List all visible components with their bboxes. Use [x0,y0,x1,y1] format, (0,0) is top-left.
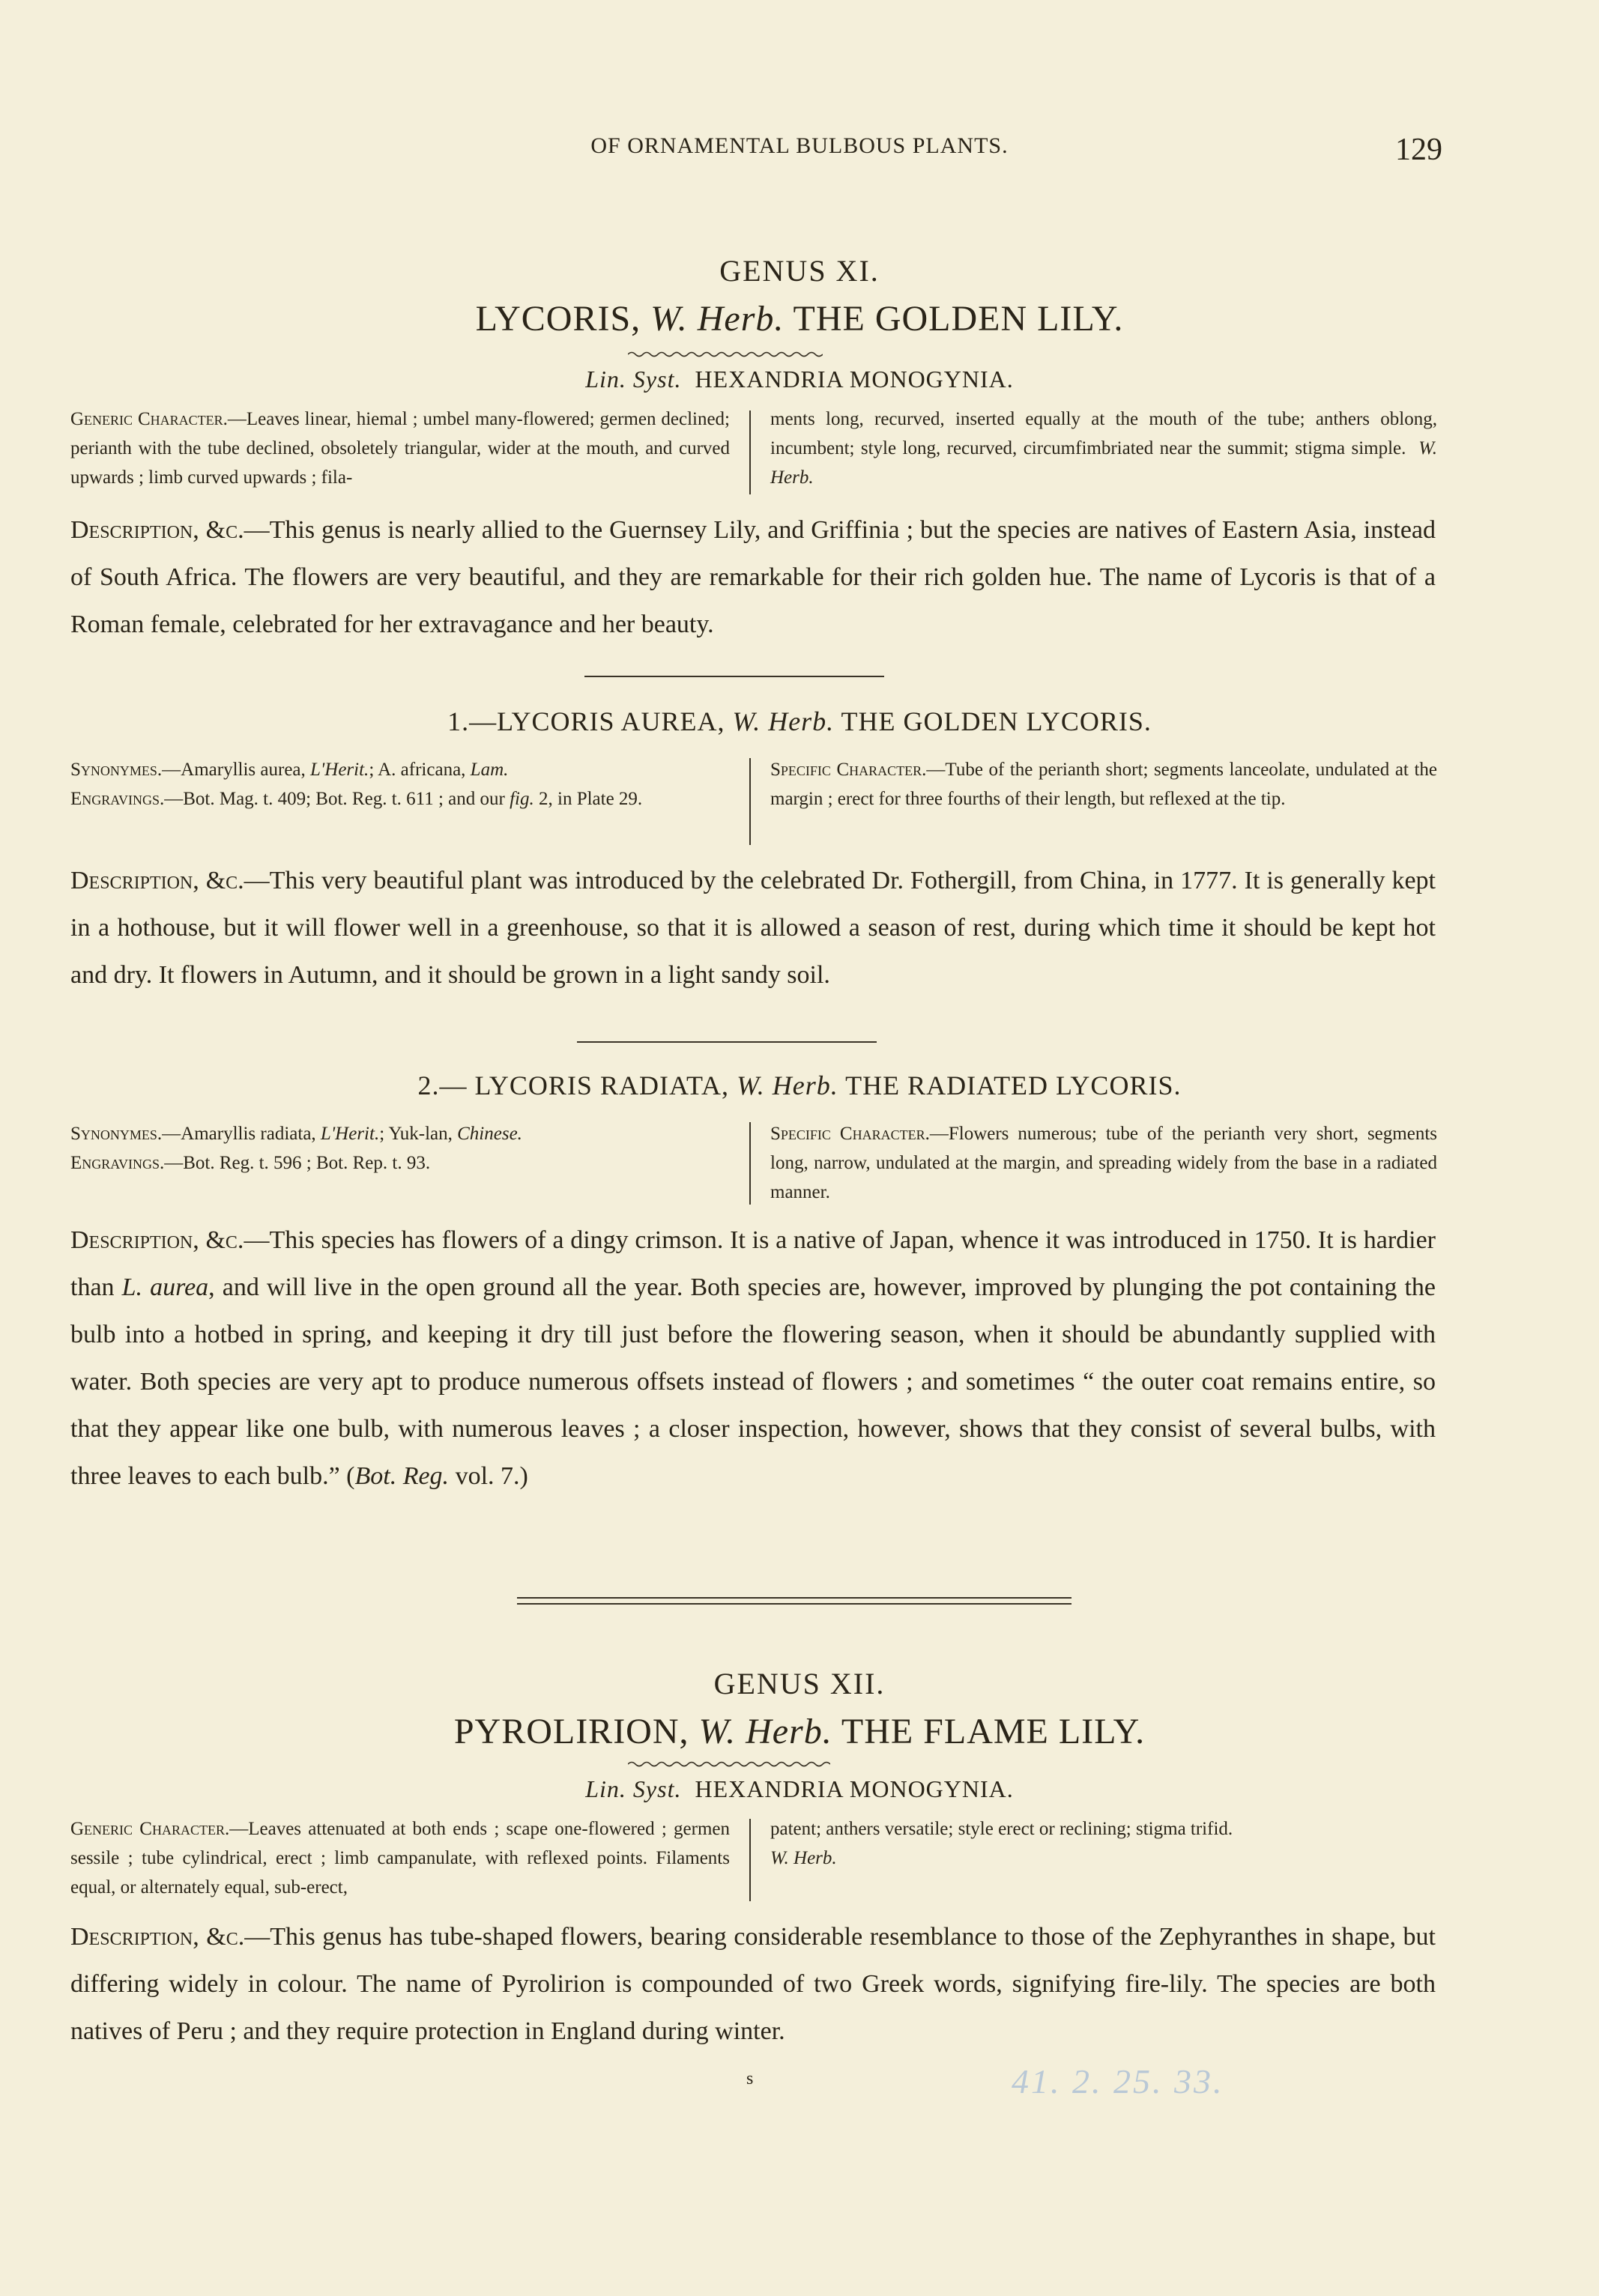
text: —Bot. Mag. t. 409; Bot. Reg. t. 611 ; and our [164,789,510,809]
species-2-synonymes [70,1119,730,1178]
text: —Leaves linear, hiemal ; umbel many-flowered; germen declined; perianth with the tube declined, obsoletely triangular, wider at the mouth, and curved upwards ; limb curved upwards ; fila- [70,409,731,488]
label: Description, &c. [70,516,244,544]
text: vol. 7.) [449,1462,528,1490]
authority: W. Herb. [770,1848,837,1868]
common-name: THE RADIATED LYCORIS. [838,1070,1182,1100]
genus-xi-description [70,506,1436,648]
fig: fig. [510,789,534,809]
syst-label: Lin. Syst. [585,1775,682,1802]
wavy-rule-ornament [628,1760,830,1768]
label: Generic Character. [70,409,228,429]
page-number: 129 [1395,133,1442,167]
label: Synonymes. [70,760,163,780]
generic-character-left [70,405,730,492]
authority: W. Herb. [737,1070,838,1100]
text: —Amaryllis radiata, [162,1124,321,1144]
text: ; Yuk-lan, [379,1124,458,1144]
label: Engravings. [70,789,165,809]
printer-signature: s [746,2069,754,2088]
genus-xii-heading: GENUS XII. [713,1667,886,1700]
authority: W. Herb. [732,706,835,736]
species-2-specific-character [770,1119,1437,1207]
species-1-synonymes [70,755,730,814]
linnean-system [0,366,1599,393]
text: ; A. africana, [369,760,471,780]
pencil-annotation: 41. 2. 25. 33. [1012,2062,1224,2100]
species-2-description [70,1217,1436,1500]
genus-xii-description [70,1913,1436,2055]
running-head: OF ORNAMENTAL BULBOUS PLANTS. [590,133,1009,158]
generic-character-right [770,1814,1437,1873]
common-name: THE GOLDEN LILY. [784,299,1124,339]
genus-xi-title [0,298,1599,339]
genus-name: PYROLIRION, [453,1712,699,1751]
authority: W. Herb. [650,299,785,339]
genus-xii-title [0,1711,1599,1752]
label: Description, &c. [70,1226,244,1254]
authority: L'Herit. [310,760,369,780]
label: Description, &c. [70,1923,245,1951]
name: 2.— LYCORIS RADIATA, [417,1070,737,1100]
generic-character-right [770,405,1437,492]
text: —Leaves attenuated at both ends ; scape one-flowered ; germen sessile ; tube cylindrical, erect ; limb campanulate, with reflexed points. Filaments equal, or alternately equal, sub-erect, [70,1819,730,1897]
text: —Amaryllis aurea, [162,760,311,780]
syst-label: Lin. Syst. [585,366,682,393]
text: —Bot. Reg. t. 596 ; Bot. Rep. t. 93. [164,1153,431,1173]
text: patent; anthers versatile; style erect or reclining; stigma trifid. [770,1819,1233,1839]
authority: L'Herit. [320,1124,380,1144]
common-name: THE GOLDEN LYCORIS. [834,706,1152,736]
authority: Lam. [470,760,509,780]
label: Synonymes. [70,1124,163,1144]
generic-character-left [70,1814,730,1902]
section-rule [577,1041,877,1043]
authority: Chinese. [457,1124,522,1144]
text: , and will live in the open ground all the year. Both species are, however, improved by plunging the pot containing the bulb into a hotbed in spring, and keeping it dry till just before the flowering season, when it should be abundantly supplied with water. Both species are very apt to produce numerous offsets instead of flowers ; and sometimes “ the outer coat remains entire, so that they appear like one bulb, with numerous leaves ; a closer inspection, however, shows that they consist of several bulbs, with three leaves to each bulb.” ( [70,1273,1436,1490]
text: —This species has flowers of a dingy crimson. It is a native of Japan, whence it was introduced in 1750. It is hardier than [70,1226,1436,1301]
text: 2, in Plate 29. [533,789,643,809]
text: ments long, recurved, inserted equally at the mouth of the tube; anthers oblong, incumbent; style long, recurved, circumfimbriated near the summit; stigma simple. [770,409,1437,458]
label: Engravings. [70,1153,165,1173]
text: —Flowers numerous; tube of the perianth very short, segments long, narrow, undulated at the margin, and spreading widely from the base in a radiated manner. [770,1124,1437,1202]
linnean-system [0,1775,1599,1803]
species-1-description [70,857,1436,999]
text: —This genus is nearly allied to the Guernsey Lily, and Griffinia ; but the species are natives of Eastern Asia, instead of South Africa. The flowers are very beautiful, and they are remarkable for their rich golden hue. The name of Lycoris is that of a Roman female, celebrated for her extravagance and her beauty. [70,516,1436,638]
column-divider [749,1819,751,1901]
label: Generic Character. [70,1819,230,1839]
syst-value: HEXANDRIA MONOGYNIA. [695,1775,1014,1802]
column-divider [749,1122,751,1205]
name: 1.—LYCORIS AUREA, [447,706,733,736]
species-2-title [0,1070,1599,1101]
double-rule-bottom [517,1603,1071,1605]
species-ref: L. aurea [121,1273,209,1301]
species-1-specific-character [770,755,1437,814]
text: —Tube of the perianth short; segments lanceolate, undulated at the margin ; erect for three fourths of their length, but reflexed at the tip. [770,760,1437,809]
text: —This genus has tube-shaped flowers, bearing considerable resemblance to those of the Zephyranthes in shape, but differing widely in colour. The name of Pyrolirion is compounded of two Greek words, signifying fire-lily. The species are both natives of Peru ; and they require protection in England during winter. [70,1923,1436,2045]
wavy-rule-ornament [628,351,823,358]
syst-value: HEXANDRIA MONOGYNIA. [695,366,1014,393]
citation: Bot. Reg. [354,1462,450,1490]
double-rule-top [517,1597,1071,1599]
column-divider [749,758,751,845]
genus-xi-heading: GENUS XI. [719,254,880,288]
label: Specific Character. [770,760,927,780]
column-divider [749,411,751,494]
authority: W. Herb. [698,1712,832,1751]
authority: W. Herb. [770,438,1437,488]
section-rule [584,676,884,677]
genus-name: LYCORIS, [475,299,651,339]
text: —This very beautiful plant was introduced by the celebrated Dr. Fothergill, from China, in 1777. It is generally kept in a hothouse, but it will flower well in a greenhouse, so that it is allowed a season of rest, during which time it should be kept hot and dry. It flowers in Autumn, and it should be grown in a light sandy soil. [70,867,1436,989]
common-name: THE FLAME LILY. [832,1712,1146,1751]
species-1-title [0,706,1599,737]
label: Specific Character. [770,1124,930,1144]
label: Description, &c. [70,867,244,894]
